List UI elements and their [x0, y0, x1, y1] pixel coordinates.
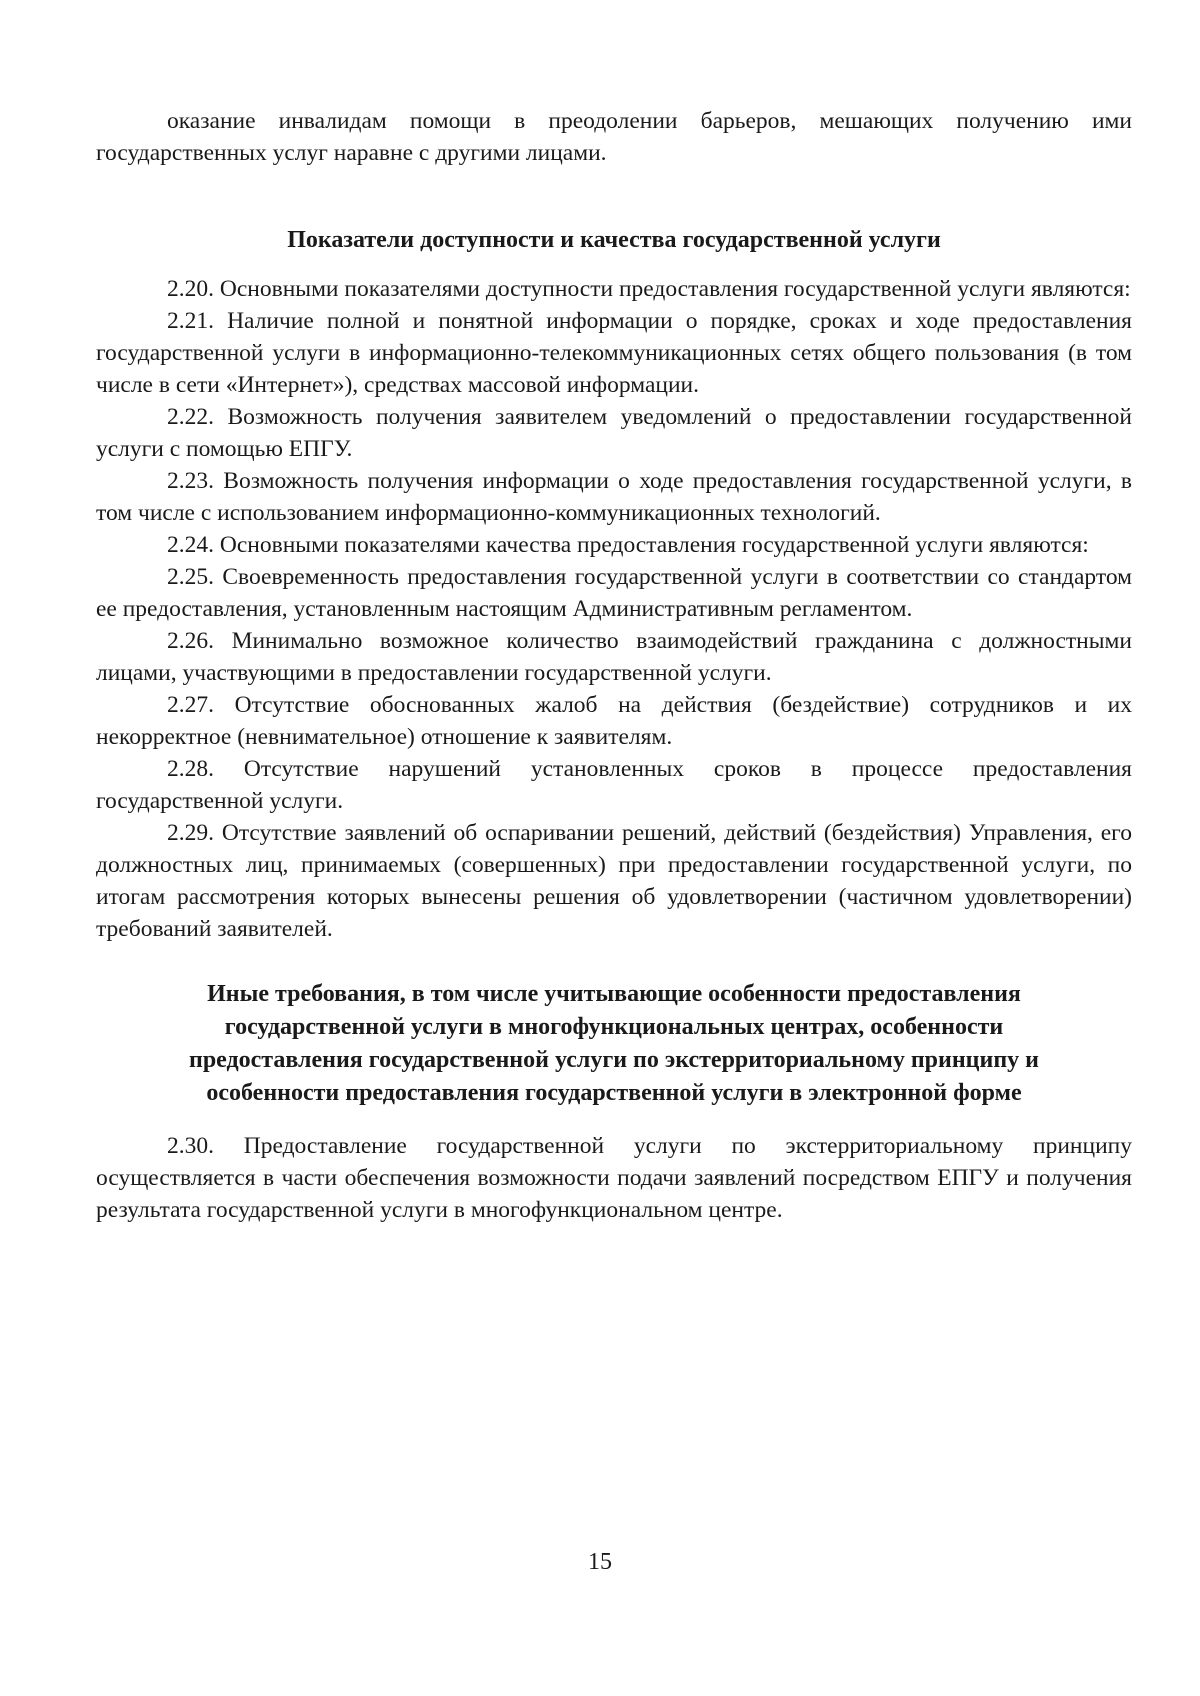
paragraph-2-27: 2.27. Отсутствие обоснованных жалоб на действия (бездействие) сотрудников и их некорректное (невнимательное) отношение к заявителям. [96, 692, 1132, 750]
paragraph-2-26: 2.26. Минимально возможное количество взаимодействий гражданина с должностными лицами, участвующими в предоставлении государственной услуги. [96, 628, 1132, 686]
section-heading-accessibility: Показатели доступности и качества государственной услуги [287, 227, 941, 253]
paragraph-2-21: 2.21. Наличие полной и понятной информации о порядке, сроках и ходе предоставления государственной услуги в информационно-телекоммуникационных сетях общего пользования (в том числе в сети «Интернет»), средствах массовой информации. [96, 308, 1132, 398]
paragraph-2-30: 2.30. Предоставление государственной услуги по экстерриториальному принципу осуществляется в части обеспечения возможности подачи заявлений посредством ЕПГУ и получения результата государственной услуги в многофункциональном центре. [96, 1133, 1132, 1223]
section-accessibility-body [96, 273, 1132, 945]
heading-line: государственной услуги в многофункциональных центрах, особенности [224, 1014, 1004, 1040]
paragraph-2-28: 2.28. Отсутствие нарушений установленных сроков в процессе предоставления государственной услуги. [96, 756, 1132, 814]
paragraph-2-25: 2.25. Своевременность предоставления государственной услуги в соответствии со стандартом ее предоставления, установленным настоящим Административным регламентом. [96, 564, 1132, 622]
heading-line: особенности предоставления государственной услуги в электронной форме [206, 1080, 1022, 1106]
paragraph-2-23: 2.23. Возможность получения информации о ходе предоставления государственной услуги, в том числе с использованием информационно-коммуникационных технологий. [96, 468, 1132, 526]
page-number: 15 [588, 1549, 612, 1575]
section-other-requirements-body [96, 1130, 1132, 1226]
paragraph-2-22: 2.22. Возможность получения заявителем уведомлений о предоставлении государственной услуги с помощью ЕПГУ. [96, 404, 1132, 462]
intro-paragraph: оказание инвалидам помощи в преодолении барьеров, мешающих получению ими государственных услуг наравне с другими лицами. [96, 108, 1132, 166]
heading-line: предоставления государственной услуги по экстерриториальному принципу и [189, 1047, 1039, 1073]
document-page [96, 105, 1132, 1226]
heading-line: Иные требования, в том числе учитывающие особенности предоставления [207, 981, 1021, 1007]
paragraph-2-29: 2.29. Отсутствие заявлений об оспаривании решений, действий (бездействия) Управления, его должностных лиц, принимаемых (совершенных) при предоставлении государственной услуги, по итогам рассмотрения которых вынесены решения об удовлетворении (частичном удовлетворении) требований заявителей. [96, 820, 1132, 942]
section-heading-other-requirements [96, 978, 1132, 1110]
paragraph-2-24: 2.24. Основными показателями качества предоставления государственной услуги являются: [167, 532, 1089, 558]
paragraph-2-20: 2.20. Основными показателями доступности предоставления государственной услуги являются: [167, 276, 1131, 302]
